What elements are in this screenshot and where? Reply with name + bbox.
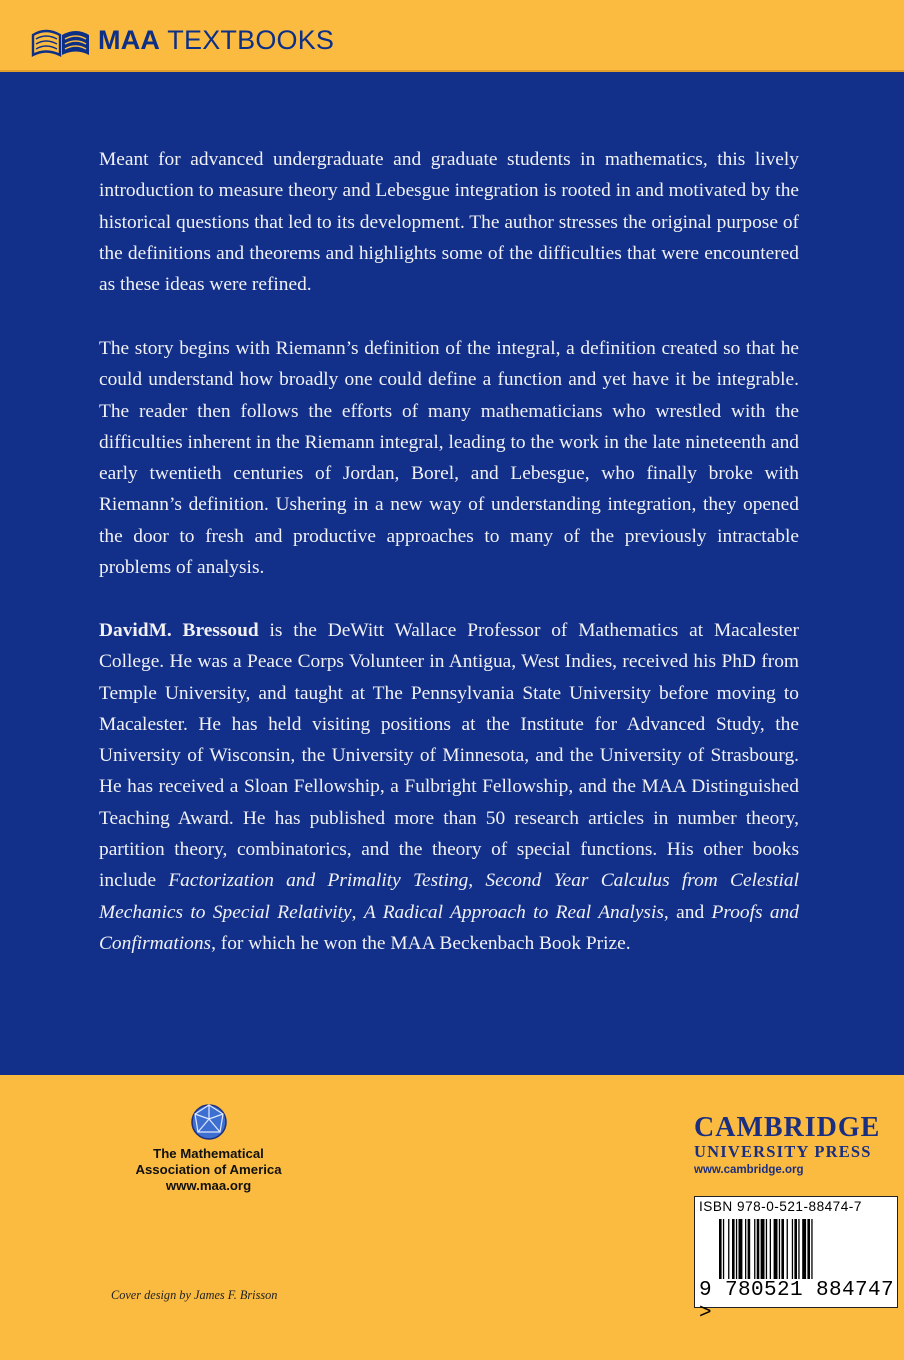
isbn-barcode — [694, 1196, 898, 1325]
series-title-rest: TEXTBOOKS — [160, 24, 335, 55]
open-book-icon — [30, 21, 92, 59]
maa-url: www.maa.org — [165, 1178, 252, 1193]
author-bio-text: is the DeWitt Wallace Professor of Mathematics at Macalester College. He was a Peace Corps Volunteer in Antigua, West Indies, received his PhD from Temple University, and taught at The Pennsylvania State University before moving to Macalester. He has held visiting positions at the Institute for Advanced Study, the University of Wisconsin, the University of Minnesota, and the University of Strasbourg. He has received a Sloan Fellowship, a Fulbright Fellowship, and the MAA Distinguished Teaching Award. He has published more than 50 research articles in number theory, partition theory, combinatorics, and the theory of special functions. His other books include — [99, 620, 799, 892]
separator: , — [468, 870, 486, 892]
barcode-bars — [719, 1219, 879, 1281]
series-title-bold: MAA — [98, 24, 161, 55]
cover-design-credit: Cover design by James F. Brisson — [111, 1288, 278, 1302]
isbn-text: ISBN 978-0-521-88474-7 — [699, 1199, 862, 1214]
author-name: DavidM. Bressoud — [99, 620, 259, 641]
publisher-url: www.cambridge.org — [694, 1164, 804, 1176]
publisher-press: UNIVERSITY PRESS — [694, 1142, 872, 1161]
publisher-logo — [694, 1114, 899, 1178]
author-bio-text-end: , for which he won the MAA Beckenbach Book Prize. — [211, 932, 631, 954]
maa-name-line-2: Association of America — [135, 1162, 282, 1177]
series-logo — [30, 20, 334, 60]
description-paragraph-1: Meant for advanced undergraduate and graduate students in mathematics, this lively introduction to measure theory and Lebesgue integration is rooted in and motivated by the historical questions that led to its development. The author stresses the original purpose of the definitions and theorems and highlights some of the difficulties that were encountered as these ideas were refined. — [99, 149, 799, 296]
author-bio — [99, 615, 799, 959]
series-title — [98, 25, 334, 56]
barcode-digits: 9 780521 884747 > — [699, 1279, 895, 1325]
separator: , — [351, 901, 364, 923]
book-title: A Radical Approach to Real Analysis — [363, 901, 664, 923]
polyhedron-icon — [189, 1102, 229, 1142]
description-paragraph-2: The story begins with Riemann’s definition of the integral, a definition created so that he could understand how broadly one could define a function and yet have it be integrable. The reader then follows the efforts of many mathematicians who wrestled with the difficulties inherent in the Riemann integral, leading to the work in the late nineteenth and early twentieth centuries of Jordan, Borel, and Lebesgue, who finally broke with Riemann’s definition. Ushering in a new way of understanding integration, they opened the door to fresh and productive approaches to many of the previously intractable problems of analysis. — [99, 338, 799, 579]
book-title: Proofs and Confirmations — [99, 901, 799, 954]
maa-name-line-1: The Mathematical — [153, 1146, 264, 1161]
separator: , and — [663, 901, 712, 923]
maa-logo — [126, 1102, 291, 1194]
series-banner — [0, 0, 904, 72]
book-title: Factorization and Primality Testing — [168, 870, 469, 892]
publisher-name: CAMBRIDGE — [694, 1112, 881, 1143]
book-title: Second Year Calculus from Celestial Mechanics to Special Relativity — [99, 870, 799, 923]
